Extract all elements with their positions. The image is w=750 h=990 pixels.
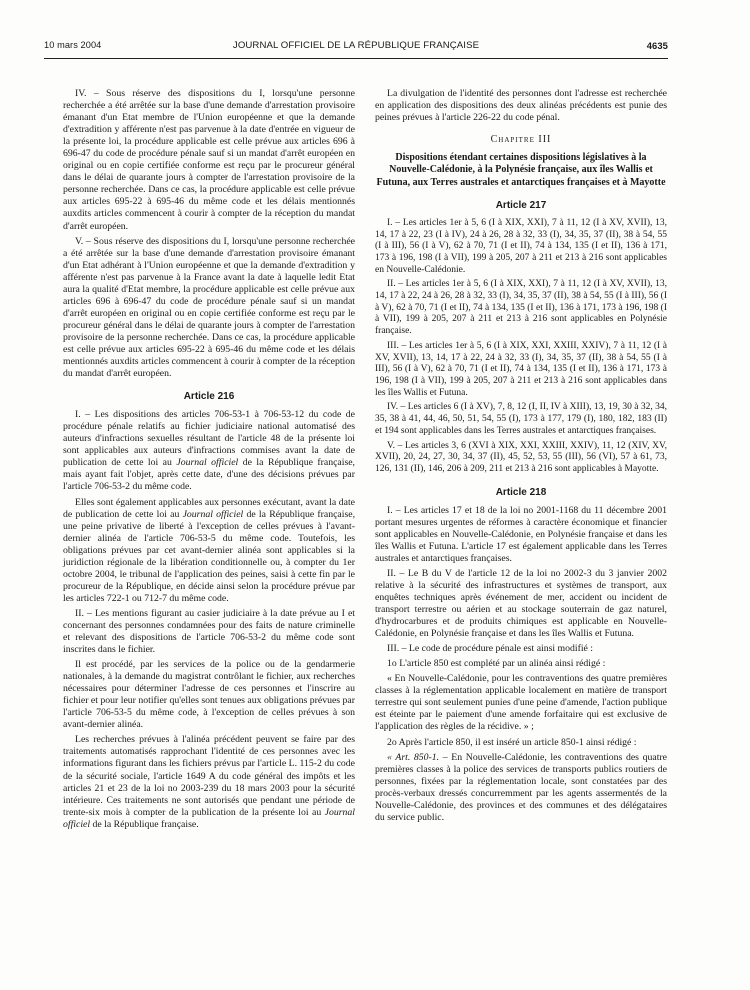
journal-officiel-ref: Journal officiel bbox=[182, 508, 244, 520]
article-217-heading: Article 217 bbox=[495, 199, 547, 211]
article-218-heading: Article 218 bbox=[495, 486, 547, 498]
journal-officiel-ref: Journal officiel bbox=[63, 806, 355, 830]
left-column bbox=[63, 88, 355, 834]
text: – En Nouvelle-Calédonie, les contraventions des quatre premières classes à la police des services de transports publics routiers de personnes, fixées par la réglementation locale, sont constatées par des procès-verbaux dressés concurremment par les agents assermentés de la Nouvelle-Calédonie, des provinces et des communes et des délégataires du service public. bbox=[375, 751, 667, 823]
text: de la République française, une peine privative de liberté à l'exception de celles prévues à l'avant-dernier alinéa de l'article 706-53-5 du même code. Toutefois, les obligations prévues par cet avant-dernier alinéa sont applicables si la juridiction régionale de la libération conditionnelle ou, à compter du 1er octobre 2004, le tribunal de l'application des peines, saisi à cette fin par le procureur de la République, en décide ainsi selon la procédure prévue par les articles 722-1 ou 712-7 du même code. bbox=[63, 508, 356, 604]
header-date: 10 mars 2004 bbox=[44, 40, 102, 50]
paragraph-218-art bbox=[375, 752, 667, 824]
paragraph-v: V. – Sous réserve des dispositions du I, lorsqu'une personne recherchée a été arrêtée sur la base d'une demande d'arrestation provisoire émanant d'un Etat adhérant à l'Union européenne et que la demande d'extradition y afférente n'est pas parvenue à la France avant la date à laquelle ledit Etat aura la qualité d'Etat membre, la procédure applicable est celle prévue aux articles 696 à 696-47 du code de procédure pénale sauf si un mandat d'arrêt européen en original ou en copie certifiée conforme est reçu par le procureur général dans le délai de quarante jours à compter de l'arrestation provisoire de la personne recherchée. Dans ce cas, la procédure applicable est celle prévue aux articles 695-22 à 695-46 du même code et les délais mentionnés auxdits articles commencent à courir à compter de la réception du mandat d'arrêt européen. bbox=[63, 235, 355, 380]
header-rule bbox=[44, 58, 668, 59]
paragraph-divulgation: La divulgation de l'identité des personnes dont l'adresse est recherchée en application des dispositions des deux alinéas précédents est punie des peines prévues à l'article 226-22 du code pénal. bbox=[375, 88, 667, 124]
chapter-heading: Chapitre III bbox=[490, 134, 552, 146]
paragraph-216-ii: II. – Les mentions figurant au casier judiciaire à la date prévue au I et concernant des personnes condamnées pour des faits de nature criminelle et relevant des dispositions de l'article 706-53-2 du même code sont inscrites dans le fichier. bbox=[63, 607, 355, 656]
paragraph-217-i: I. – Les articles 1er à 5, 6 (I à XIX, XXI), 7 à 11, 12 (I à XV, XVII), 13, 14, 17 à 22, 23 (I à IV), 24 à 26, 28 à 32, 33 (I), 34, 35, 37 (II), 38 à 54, 55 (I à III), 56 (I à V), 62 à 70, 71 (I et II), 74 à 134, 135 (I et II), 136 à 171, 173 à 196, 198 (I à VII), 199 à 205, 207 à 211 et 213 à 216 sont applicables en Nouvelle-Calédonie. bbox=[375, 217, 667, 275]
paragraph-218-quote: « En Nouvelle-Calédonie, pour les contraventions des quatre premières classes à la réglementation applicable localement en matière de transport terrestre qui sont seulement punies d'une peine d'amende, l'action publique est éteinte par le paiement d'une amende forfaitaire qui est exclusive de l'application des règles de la récidive. » ; bbox=[375, 673, 667, 733]
text: I. – Les dispositions des articles 706-53-1 à 706-53-12 du code de procédure pénale relatifs au fichier judiciaire national automatisé des auteurs d'infractions sexuelles résultant de l'article 48 de la présente loi sont applicables aux auteurs d'infractions commises avant la date de publication de cette loi au bbox=[63, 409, 355, 469]
text: de la République française. bbox=[90, 818, 199, 830]
paragraph-218-1: 1o L'article 850 est complété par un alinéa ainsi rédigé : bbox=[387, 658, 606, 670]
article-850-1-label: « Art. 850-1. bbox=[387, 751, 440, 763]
paragraph-218-i: I. – Les articles 17 et 18 de la loi no 2001-1168 du 11 décembre 2001 portant mesures urgentes de réformes à caractère économique et financier sont applicables en Nouvelle-Calédonie, en Polynésie française et dans les îles Wallis et Futuna. L'article 17 est également applicable dans les Terres australes et antarctiques françaises. bbox=[375, 504, 667, 564]
chapter-title: Dispositions étendant certaines dispositions législatives à la Nouvelle-Calédonie, à la Polynésie française, aux îles Wallis et Futuna, aux Terres australes et antarctiques françaises et à Mayotte bbox=[376, 152, 666, 188]
journal-officiel-ref: Journal officiel bbox=[176, 457, 239, 469]
header-page-number: 4635 bbox=[646, 40, 668, 51]
paragraph-iv: IV. – Sous réserve des dispositions du I, lorsqu'une personne recherchée a été arrêtée sur la base d'une demande d'arrestation provisoire émanant d'un Etat membre de l'Union européenne et que la demande d'extradition y afférente n'est pas parvenue à la date d'entrée en vigueur de la présente loi, la procédure applicable est celle prévue aux articles 696 à 696-47 du code de procédure pénale sauf si un mandat d'arrêt européen en original ou en copie certifiée conforme est reçu par le procureur général dans le délai de quarante jours à compter de l'arrestation provisoire de la personne recherchée. Dans ce cas, la procédure applicable est celle prévue aux articles 695-22 à 695-46 du même code et les délais mentionnés auxdits articles commencent à courir à compter de la réception du mandat d'arrêt européen. bbox=[63, 88, 355, 232]
paragraph-216-i bbox=[63, 409, 355, 493]
paragraph-217-iv: IV. – Les articles 6 (I à XV), 7, 8, 12 (I, II, IV à XIII), 13, 19, 30 à 32, 34, 35, 38 à 41, 44, 46, 50, 51, 54, 55 (I), 173 à 177, 179 (I), 180, 182, 183 (II) et 194 sont applicables dans les Terres australes et antarctiques françaises. bbox=[375, 402, 667, 436]
paragraph-218-2: 2o Après l'article 850, il est inséré un article 850-1 ainsi rédigé : bbox=[387, 736, 637, 748]
right-column bbox=[375, 88, 667, 827]
paragraph-217-iii: III. – Les articles 1er à 5, 6 (I à XIX, XXI, XXIII, XXIV), 7 à 11, 12 (I à XV, XVII), 13, 14, 17 à 22, 24 à 32, 33 (I), 34, 35, 37 (II), 38 à 54, 55 (I à III), 56 (I à V), 62 à 70, 71 (I et II), 74 à 134, 135 (I et II), 136 à 171, 173 à 196, 198 (I à VII), 199 à 205, 207 à 211 et 213 à 216 sont applicables dans les îles Wallis et Futuna. bbox=[375, 340, 667, 398]
paragraph-218-ii: II. – Le B du V de l'article 12 de la loi no 2002-3 du 3 janvier 2002 relative à la sécurité des infrastructures et systèmes de transport, aux enquêtes techniques après événement de mer, accident ou incident de transport terrestre ou aérien et au stockage souterrain de gaz naturel, d'hydrocarbures et de produits chimiques est applicable en Nouvelle-Calédonie, en Polynésie française et dans les îles Wallis et Futuna. bbox=[375, 567, 667, 640]
page-header bbox=[44, 40, 668, 54]
paragraph-217-v: V. – Les articles 3, 6 (XVI à XIX, XXI, XXIII, XXIV), 11, 12 (XIV, XV, XVII), 20, 24, 27, 30, 34, 37 (II), 45, 52, 53, 55 (III), 56 (VI), 57 à 61, 73, 126, 131 (II), 146, 206 à 209, 211 et 213 à 216 sont applicables à Mayotte. bbox=[375, 440, 667, 474]
paragraph-216-elles bbox=[63, 497, 355, 605]
paragraph-216-procede: Il est procédé, par les services de la police ou de la gendarmerie nationales, à la demande du magistrat contrôlant le fichier, aux recherches nécessaires pour déterminer l'adresse de ces personnes et l'inscrire au fichier et pour leur notifier qu'elles sont tenues aux obligations prévues par l'article 706-53-5 du même code, à l'exception de celles prévues à son avant-dernier alinéa. bbox=[63, 659, 355, 731]
paragraph-218-iii: III. – Le code de procédure pénale est ainsi modifié : bbox=[387, 643, 594, 655]
paragraph-216-recherches bbox=[63, 734, 355, 830]
text: Les recherches prévues à l'alinéa précédent peuvent se faire par des traitements automatisés rapprochant l'identité de ces personnes avec les informations figurant dans les fichiers prévus par l'article L. 115-2 du code de la sécurité sociale, l'article 1649 A du code général des impôts et les articles 21 et 23 de la loi no 2003-239 du 18 mars 2003 pour la sécurité intérieure. Ces traitements ne sont autorisés que pendant une période de trente-six mois à compter de la publication de la présente loi au bbox=[63, 734, 355, 818]
paragraph-217-ii: II. – Les articles 1er à 5, 6 (I à XIX, XXI), 7 à 11, 12 (I à XV, XVII), 13, 14, 17 à 22, 24 à 26, 28 à 32, 33 (I), 34, 35, 37 (II), 38 à 54, 55 (I à III), 56 (I à V), 62 à 70, 71 (I et II), 74 à 134, 135 (I et II), 136 à 171, 173 à 196, 198 (I à VII), 199 à 205, 207 à 211 et 213 à 216 sont applicables en Polynésie française. bbox=[375, 279, 667, 337]
article-216-heading: Article 216 bbox=[183, 391, 235, 403]
text: de la République française, mais ayant fait l'objet, après cette date, d'une des décisions prévues par l'article 706-53-2 du même code. bbox=[63, 457, 355, 493]
header-journal-title: JOURNAL OFFICIEL DE LA RÉPUBLIQUE FRANÇAISE bbox=[232, 40, 480, 51]
text: Elles sont également applicables aux personnes exécutant, avant la date de publication de cette loi au bbox=[63, 496, 355, 520]
